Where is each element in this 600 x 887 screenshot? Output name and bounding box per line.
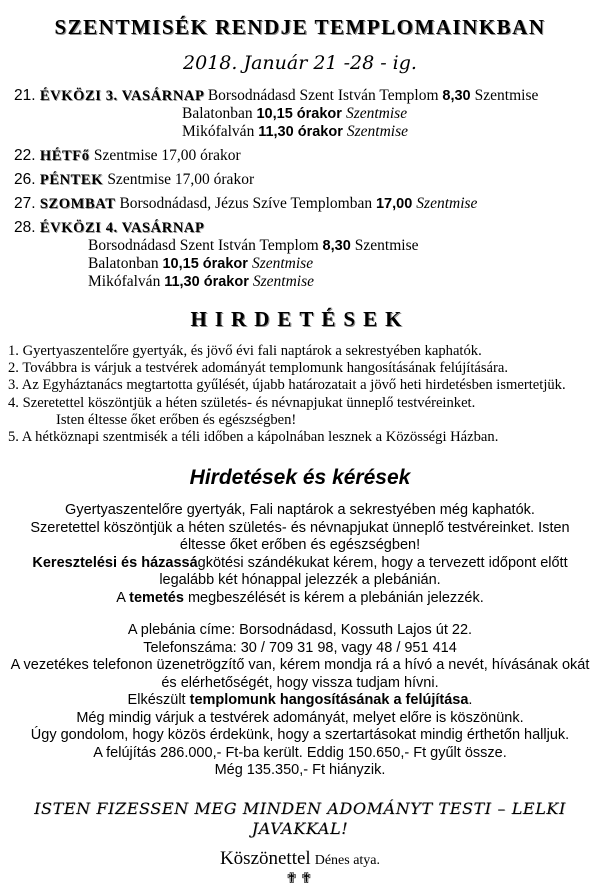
text-line [0,762,600,780]
text-segment: A plebánia címe: Borsodnádasd, Kossuth Lajos út 22. [127,622,473,639]
text-segment: Borsodnádasd Szent István Templom [88,237,323,254]
signature [0,848,600,872]
text-segment: 10,15 órakor [162,256,252,272]
text-line [0,555,600,573]
text-segment: Telefonszáma: 30 / 709 31 98, vagy 48 / 951 414 [143,639,457,656]
text-segment: éltesse őket erőben és egészségben! [179,537,421,554]
list-item: 3. Az Egyháztanács megtartotta gyűlését, újabb határozatait a jövő heti hirdetésben ismertetjük. [8,377,566,394]
text-segment: PÉNTEK [39,172,108,188]
text-line [0,520,600,538]
signature-name: Dénes atya. [314,852,381,868]
date-range: 2018. Január 21 -28 - ig. [183,52,417,74]
text-line [0,657,600,675]
text-line [0,537,600,555]
text-segment: A vezetékes telefonon üzenetrögzítő van, kérem mondja rá a hívó a nevét, hívásának okát [10,657,590,674]
text-line [0,727,600,745]
text-segment: 21. [14,87,40,104]
text-segment: Gyertyaszentelőre gyertyák, Fali naptárok a sekrestyében még kaphatók. [65,502,535,519]
text-segment: Balatonban [88,255,163,272]
text-segment: Szentmise [416,195,478,212]
schedule-row [0,105,600,123]
schedule-row [0,87,600,105]
text-segment: templomunk hangosításának a felújítása [189,692,469,709]
text-segment: gkötési szándékukat kérem, hogy a tervezett időpont előtt [197,554,568,571]
text-line [0,692,600,710]
text-segment: 11,30 órakor [164,274,253,290]
text-segment: Úgy gondolom, hogy közös érdekünk, hogy a szertartásokat mindig érthetőn halljuk. [30,727,570,744]
text-segment: . [468,692,473,709]
text-line [0,622,600,640]
text-line [0,745,600,763]
text-segment: 10,15 órakor [256,106,346,122]
text-line [0,590,600,608]
list-item: Isten éltesse őket erőben és egészségben! [56,411,297,428]
text-segment: Szentmise [252,273,315,290]
text-segment: Elkészült [127,692,190,709]
page-title: SZENTMISÉK RENDJE TEMPLOMAINKBAN [54,15,546,39]
announcements-heading: HIRDETÉSEK [190,307,410,331]
announcements-list [0,343,600,446]
text-segment: Szentmise [474,87,539,104]
text-segment: Mikófalván [182,123,259,140]
text-segment: 26. [14,171,40,188]
text-segment: 17,00 [375,196,417,212]
text-segment: Mikófalván [88,273,165,290]
list-item: 2. Továbbra is várjuk a testvérek adományát templomunk hangosításának felújítására. [8,360,509,377]
text-segment: A felújítás 286.000,- Ft-ba került. Eddig 150.650,- Ft gyűlt össze. [93,744,507,761]
text-segment: 8,30 [322,238,355,254]
schedule-row [0,171,600,189]
text-segment: A [116,589,130,606]
text-line [0,640,600,658]
text-line [0,710,600,728]
paragraph [0,622,600,780]
schedule-row [0,237,600,255]
cross-icon: ✟✟ [285,870,315,887]
text-segment: ÉVKÖZI 3. VASÁRNAP [39,88,208,104]
text-segment: Balatonban [182,105,257,122]
text-segment: Még mindig várjuk a testvérek adományát, melyet előre is köszönünk. [76,709,524,726]
text-segment: Borsodnádasd, Jézus Szíve Templomban [119,195,376,212]
text-segment: Szentmise 17,00 órakor [107,171,255,188]
text-segment: ÉVKÖZI 4. VASÁRNAP [39,220,205,236]
text-segment: 11,30 órakor [258,124,347,140]
text-segment: Szentmise [346,123,409,140]
paragraph [0,502,600,607]
schedule-row [0,255,600,273]
schedule-row [0,147,600,165]
list-item: 4. Szeretettel köszöntjük a héten születés- és névnapjukat ünneplő testvéreinket. [8,394,476,411]
schedule-row [0,195,600,213]
text-segment: Borsodnádasd Szent István Templom [207,87,443,104]
text-line [0,502,600,520]
text-segment: és elérhetőségét, hogy vissza tudjam hívni. [161,674,439,691]
text-segment: Keresztelési és házassá [32,554,198,571]
text-segment: 27. [14,195,40,212]
requests-heading: Hirdetések és kérések [189,466,411,490]
text-segment: Szentmise [345,105,408,122]
text-segment: 8,30 [442,88,475,104]
blessing-line: ISTEN FIZESSEN MEG MINDEN ADOMÁNYT TESTI – LELKI JAVAKKAL! [34,798,566,838]
text-segment: Szentmise 17,00 órakor [93,147,241,164]
schedule-row [0,273,600,291]
text-segment: 22. [14,147,40,164]
text-line [0,675,600,693]
text-segment: Szentmise [354,237,419,254]
list-item: 1. Gyertyaszentelőre gyertyák, és jövő évi fali naptárok a sekrestyében kaphatók. [8,343,482,359]
schedule-row [0,123,600,141]
requests-body [0,502,600,780]
text-line [0,572,600,590]
list-item: 5. A hétköznapi szentmisék a téli időben a kápolnában lesznek a Közösségi Házban. [8,429,499,446]
text-segment: Még 135.350,- Ft hiányzik. [214,762,386,779]
text-segment: Szeretettel köszöntjük a héten születés- és névnapjukat ünneplő testvéreinket. Isten [30,519,570,536]
mass-schedule [0,87,600,291]
text-segment: SZOMBAT [39,196,120,212]
text-segment: temetés [129,589,184,606]
text-segment: 28. [14,219,40,236]
text-segment: megbeszélését is kérem a plebánián jelezzék. [183,589,484,606]
text-segment: Szentmise [251,255,314,272]
schedule-row [0,219,600,237]
text-segment: legalább két hónappal jelezzék a plebánián. [159,572,441,589]
text-segment: HÉTFő [39,148,94,164]
signature-thanks: Köszönettel [219,847,311,869]
